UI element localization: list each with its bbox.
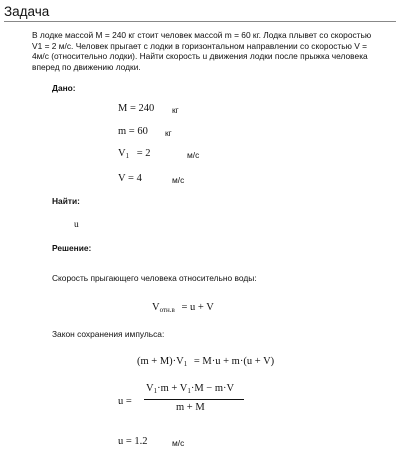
- page-title: Задача: [4, 4, 50, 19]
- eq3-num-a: V: [146, 383, 154, 394]
- find-header: Найти:: [52, 196, 80, 206]
- eq2-left-subscript: 1: [183, 360, 188, 368]
- answer-unit: м/с: [172, 438, 185, 448]
- eq1-symbol: V: [152, 302, 160, 313]
- given-m: m = 60: [118, 126, 148, 137]
- eq3-denominator: m + M: [176, 402, 205, 413]
- eq3-num-a-sub: 1: [153, 387, 158, 395]
- given-V1-unit: м/с: [187, 150, 200, 160]
- eq1-subscript: отн.в: [159, 306, 175, 314]
- given-m-unit: кг: [165, 128, 172, 138]
- given-V-unit: м/с: [172, 175, 185, 185]
- eq3-num-c: ·M − m·V: [190, 383, 235, 394]
- solution-step2: Закон сохранения импульса:: [52, 329, 165, 339]
- find-value: u: [74, 220, 79, 230]
- given-header: Дано:: [52, 83, 76, 93]
- eq3-num-b-sub: 1: [187, 387, 191, 395]
- given-M-unit: кг: [172, 105, 179, 115]
- eq1-rhs: = u + V: [181, 302, 214, 313]
- given-V1: [118, 148, 151, 160]
- given-V1-symbol: V: [118, 148, 126, 159]
- given-M: M = 240: [118, 103, 155, 114]
- problem-statement: В лодке массой М = 240 кг стоит человек массой m = 60 кг. Лодка плывет со скоростью V1 = 2 м/с. Человек прыгает с лодки в горизонтальном направлении со скоростью V = 4м/с (относительно лодки). Найти скорость u движения лодки после прыжка человека вперед по движению лодки.: [32, 30, 372, 72]
- given-V1-value: = 2: [136, 148, 151, 159]
- title-divider: [4, 21, 396, 22]
- eq3-num-b: ·m + V: [157, 383, 188, 394]
- eq2-right: = M·u + m·(u + V): [193, 356, 275, 367]
- eq3-numerator: [146, 383, 234, 395]
- solution-header: Решение:: [52, 243, 92, 253]
- eq3-lhs: u =: [118, 396, 132, 407]
- answer: u = 1.2: [118, 436, 148, 447]
- eq3-fraction-bar: [144, 399, 244, 400]
- equation-momentum: [137, 356, 274, 368]
- given-V1-subscript: 1: [125, 152, 130, 160]
- given-V: V = 4: [118, 173, 142, 184]
- solution-step1: Скорость прыгающего человека относительно воды:: [52, 273, 257, 283]
- equation-relative-velocity: [152, 302, 214, 314]
- eq2-left: (m + M)·V: [137, 356, 184, 367]
